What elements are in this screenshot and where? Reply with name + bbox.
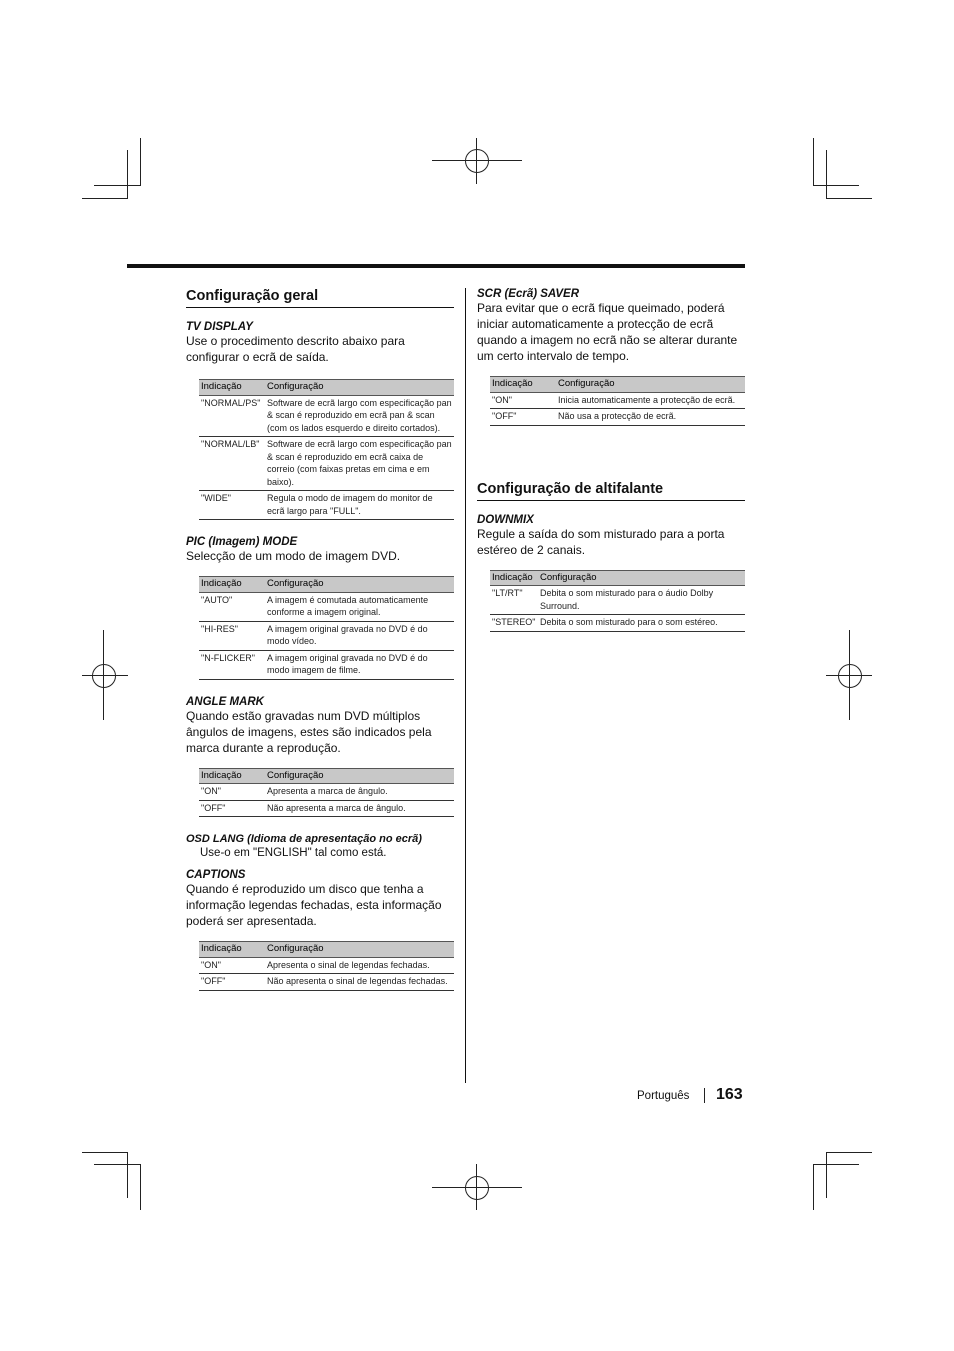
crop-mark-line: [432, 160, 522, 161]
table-row: [199, 650, 454, 679]
indication-cell: "OFF": [199, 800, 265, 817]
downmix-table: [490, 570, 745, 632]
registration-target-icon: [838, 664, 862, 688]
indication-cell: "N-FLICKER": [199, 650, 265, 679]
setting-cell: Software de ecrã largo com especificação pan & scan é reproduzido em ecrã caixa de correio (com faixas pretas em cima e em baixo).: [265, 437, 454, 491]
registration-target-icon: [92, 664, 116, 688]
right-column: [477, 288, 745, 632]
table-row: [199, 395, 454, 437]
indication-cell: "OFF": [490, 409, 556, 426]
header-rule: [127, 264, 745, 268]
indication-cell: "ON": [199, 957, 265, 974]
captions-intro: Quando é reproduzido um disco que tenha a informação legendas fechadas, esta informação poderá ser apresentada.: [186, 882, 442, 928]
setting-cell: Regula o modo de imagem do monitor de ecrã largo para "FULL".: [265, 491, 454, 520]
scr-saver-heading: SCR (Ecrã) SAVER: [477, 288, 580, 300]
tv-display-table: [199, 379, 454, 520]
table-row: [199, 800, 454, 817]
crop-mark-line: [813, 185, 859, 186]
scr-saver-intro: Para evitar que o ecrã fique queimado, poderá iniciar automaticamente a protecção de ecrã quando a imagem no ecrã não se alterar durante um certo intervalo de tempo.: [477, 301, 738, 363]
column-header: Configuração: [556, 377, 745, 393]
registration-target-icon: [465, 1176, 489, 1200]
crop-mark-line: [476, 1164, 477, 1210]
crop-mark-line: [82, 1152, 128, 1153]
column-header: Indicação: [490, 570, 538, 586]
table-header-row: [490, 377, 745, 393]
crop-mark-line: [127, 1152, 128, 1198]
left-column: [186, 288, 454, 991]
indication-cell: "NORMAL/PS": [199, 395, 265, 437]
setting-cell: A imagem é comutada automaticamente conforme a imagem original.: [265, 592, 454, 621]
crop-mark-line: [140, 138, 141, 186]
captions-heading: CAPTIONS: [186, 869, 246, 881]
osd-lang-heading: OSD LANG (Idioma de apresentação no ecrã): [186, 833, 422, 845]
crop-mark-line: [140, 1164, 141, 1210]
crop-mark-line: [813, 1164, 859, 1165]
footer-separator: [704, 1088, 705, 1103]
setting-cell: A imagem original gravada no DVD é do modo imagem de filme.: [265, 650, 454, 679]
setting-cell: Apresenta a marca de ângulo.: [265, 784, 454, 801]
table-row: [199, 491, 454, 520]
column-header: Indicação: [199, 380, 265, 396]
table-header-row: [199, 768, 454, 784]
indication-cell: "OFF": [199, 974, 265, 991]
setting-cell: Não apresenta o sinal de legendas fechadas.: [265, 974, 454, 991]
column-divider: [465, 288, 466, 1083]
angle-mark-intro: Quando estão gravadas num DVD múltiplos ângulos de imagens, estes são indicados pela marca durante a reprodução.: [186, 708, 432, 755]
crop-mark-line: [432, 1187, 522, 1188]
setting-cell: Debita o som misturado para o som estéreo.: [538, 615, 745, 632]
indication-cell: "WIDE": [199, 491, 265, 520]
table-row: [199, 437, 454, 491]
setting-cell: Debita o som misturado para o áudio Dolby Surround.: [538, 586, 745, 615]
captions-table: [199, 941, 454, 991]
crop-mark-line: [813, 138, 814, 186]
column-header: Indicação: [199, 577, 265, 593]
indication-cell: "NORMAL/LB": [199, 437, 265, 491]
column-header: Configuração: [265, 577, 454, 593]
table-header-row: [199, 380, 454, 396]
table-row: [199, 621, 454, 650]
angle-mark-table: [199, 768, 454, 818]
downmix-heading: DOWNMIX: [477, 513, 534, 526]
crop-mark-line: [94, 185, 140, 186]
column-header: Configuração: [265, 380, 454, 396]
table-row: [199, 592, 454, 621]
table-row: [199, 957, 454, 974]
setting-cell: Não apresenta a marca de ângulo.: [265, 800, 454, 817]
scr-saver-table: [490, 376, 745, 426]
column-header: Configuração: [265, 768, 454, 784]
column-header: Configuração: [538, 570, 745, 586]
indication-cell: "ON": [199, 784, 265, 801]
indication-cell: "AUTO": [199, 592, 265, 621]
column-header: Indicação: [199, 942, 265, 958]
registration-target-icon: [465, 149, 489, 173]
crop-mark-line: [826, 198, 872, 199]
setting-cell: Inicia automaticamente a protecção de ecrã.: [556, 392, 745, 409]
column-header: Configuração: [265, 942, 454, 958]
table-row: [490, 586, 745, 615]
crop-mark-line: [826, 1152, 827, 1198]
crop-mark-line: [127, 150, 128, 198]
footer-language: Português: [637, 1090, 690, 1102]
page-number: 163: [716, 1086, 743, 1103]
pic-mode-intro: Selecção de um modo de imagem DVD.: [186, 549, 401, 563]
crop-mark-line: [82, 198, 128, 199]
crop-mark-line: [813, 1164, 814, 1210]
section-title: Configuração de altifalante: [477, 481, 745, 501]
section-title: Configuração geral: [186, 288, 454, 308]
pic-mode-heading: PIC (Imagem) MODE: [186, 536, 298, 548]
tv-display-intro: Use o procedimento descrito abaixo para configurar o ecrã de saída.: [186, 334, 405, 364]
table-header-row: [199, 577, 454, 593]
table-row: [490, 392, 745, 409]
indication-cell: "ON": [490, 392, 556, 409]
setting-cell: A imagem original gravada no DVD é do modo vídeo.: [265, 621, 454, 650]
column-header: Indicação: [490, 377, 556, 393]
indication-cell: "LT/RT": [490, 586, 538, 615]
table-header-row: [490, 570, 745, 586]
table-row: [490, 615, 745, 632]
crop-mark-line: [103, 630, 104, 720]
indication-cell: "STEREO": [490, 615, 538, 632]
table-row: [490, 409, 745, 426]
crop-mark-line: [94, 1164, 140, 1165]
crop-mark-line: [476, 138, 477, 184]
table-row: [199, 974, 454, 991]
setting-cell: Apresenta o sinal de legendas fechadas.: [265, 957, 454, 974]
tv-display-heading: TV DISPLAY: [186, 321, 253, 333]
indication-cell: "HI-RES": [199, 621, 265, 650]
crop-mark-line: [82, 675, 128, 676]
table-row: [199, 784, 454, 801]
osd-lang-intro: Use-o em "ENGLISH" tal como está.: [200, 847, 387, 859]
column-header: Indicação: [199, 768, 265, 784]
crop-mark-line: [826, 1152, 872, 1153]
downmix-intro: Regule a saída do som misturado para a porta estéreo de 2 canais.: [477, 526, 725, 557]
setting-cell: Software de ecrã largo com especificação pan & scan é reproduzido em ecrã pan & scan (com os lados esquerdo e direito cortados).: [265, 395, 454, 437]
angle-mark-heading: ANGLE MARK: [186, 695, 264, 708]
crop-mark-line: [849, 630, 850, 720]
crop-mark-line: [826, 150, 827, 198]
table-header-row: [199, 942, 454, 958]
pic-mode-table: [199, 576, 454, 680]
setting-cell: Não usa a protecção de ecrã.: [556, 409, 745, 426]
